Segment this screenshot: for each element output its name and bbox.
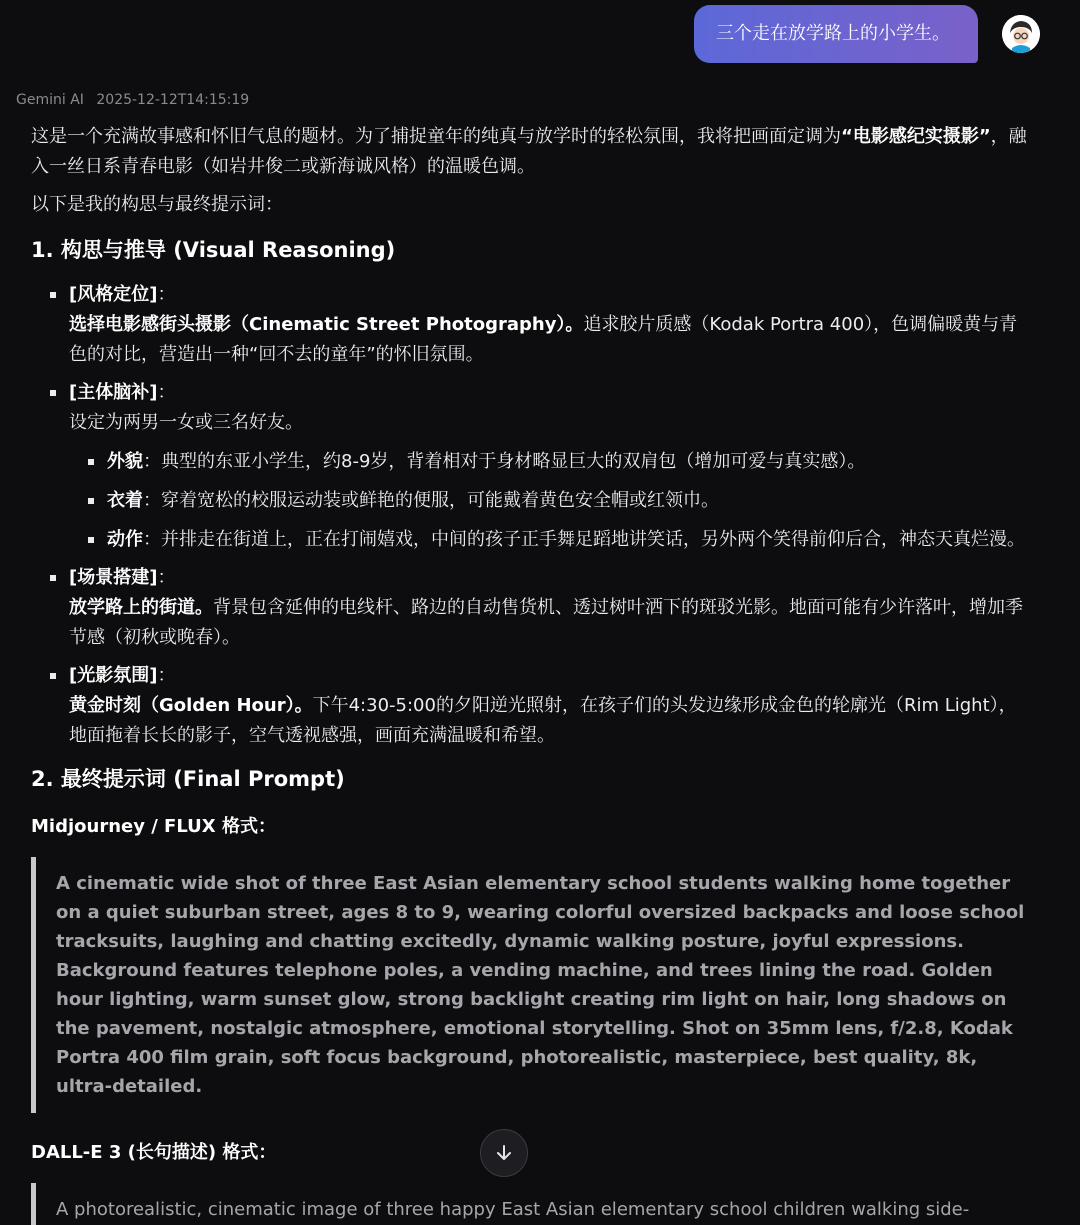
intro-lead: 以下是我的构思与最终提示词： xyxy=(31,194,283,215)
midjourney-prompt-quote: A cinematic wide shot of three East Asian elementary school students walking home together on a quiet suburban street, ages 8 to 9, wearing colorful oversized backpacks and loose school tracksuits, laughing and chatting excitedly, dynamic walking posture, joyful expressions. Background features telephone poles, a vending machine, and trees lining the road. Golden hour lighting, warm sunset glow, strong backlight creating rim light on hair, long shadows on the pavement, nostalgic atmosphere, emotional storytelling. Shot on 35mm lens, f/2.8, Kodak Portra 400 film grain, soft focus background, photorealistic, masterpiece, best quality, 8k, ultra-detailed. xyxy=(31,857,1031,1113)
sub-text: ：典型的东亚小学生，约8-9岁，背着相对于身材略显巨大的双肩包（增加可爱与真实感）。 xyxy=(143,451,866,472)
sub-label: 动作 xyxy=(107,529,143,550)
item-bold-text: 选择电影感街头摄影（Cinematic Street Photography）。 xyxy=(69,314,584,335)
item-title: [场景搭建] xyxy=(69,567,158,588)
sublist-item-appearance xyxy=(69,447,1031,477)
intro-paragraph xyxy=(31,122,1031,182)
message-timestamp: 2025-12-12T14:15:19 xyxy=(96,92,250,108)
item-title: [风格定位] xyxy=(69,284,158,305)
user-message-bubble xyxy=(694,5,978,63)
subject-sublist xyxy=(69,447,1031,555)
user-message-text: 三个走在放学路上的小学生。 xyxy=(716,23,950,44)
item-colon: ： xyxy=(157,382,176,403)
list-item-scene xyxy=(31,563,1031,653)
item-bold-text: 放学路上的街道。 xyxy=(69,597,213,618)
sublist-item-clothing xyxy=(69,486,1031,516)
item-text: 下午4:30-5:00的夕阳逆光照射，在孩子们的头发边缘形成金色的轮廓光（Rim Light），地面拖着长长的影子，空气透视感强，画面充满温暖和希望。 xyxy=(69,695,1017,746)
scroll-to-bottom-button[interactable] xyxy=(480,1129,528,1177)
section-heading-final-prompt: 2. 最终提示词 (Final Prompt) xyxy=(31,767,345,791)
arrow-down-icon xyxy=(494,1143,514,1163)
sub-text: ：并排走在街道上，正在打闹嬉戏，中间的孩子正手舞足蹈地讲笑话，另外两个笑得前仰后合，神态天真烂漫。 xyxy=(143,529,1025,550)
item-title: [光影氛围] xyxy=(69,665,158,686)
user-avatar[interactable] xyxy=(1002,15,1040,53)
midjourney-label: Midjourney / FLUX 格式： xyxy=(31,816,276,837)
item-text: 背景包含延伸的电线杆、路边的自动售货机、透过树叶洒下的斑驳光影。地面可能有少许落叶，增加季节感（初秋或晚春）。 xyxy=(69,597,1023,648)
sub-label: 外貌 xyxy=(107,451,143,472)
item-colon: ： xyxy=(157,567,176,588)
author-name: Gemini AI xyxy=(16,92,84,108)
reasoning-list xyxy=(31,280,1031,751)
list-item-style xyxy=(31,280,1031,370)
list-item-lighting xyxy=(31,661,1031,751)
item-bold-text: 黄金时刻（Golden Hour）。 xyxy=(69,695,313,716)
intro-text-bold: “电影感纪实摄影” xyxy=(841,126,991,147)
section-heading-reasoning: 1. 构思与推导 (Visual Reasoning) xyxy=(31,238,396,262)
item-colon: ： xyxy=(157,665,176,686)
list-item-subject xyxy=(31,378,1031,555)
assistant-message xyxy=(31,122,1031,1225)
message-meta xyxy=(16,92,257,108)
dalle-label: DALL-E 3 (长句描述) 格式： xyxy=(31,1142,277,1163)
sub-text: ：穿着宽松的校服运动装或鲜艳的便服，可能戴着黄色安全帽或红领巾。 xyxy=(143,490,719,511)
intro-text-a: 这是一个充满故事感和怀旧气息的题材。为了捕捉童年的纯真与放学时的轻松氛围，我将把画面定调为 xyxy=(31,126,841,147)
dalle-prompt-quote: A photorealistic, cinematic image of three happy East Asian elementary school children walking side- xyxy=(31,1183,1031,1225)
user-message-row xyxy=(694,5,1040,63)
item-text: 追求胶片质感（Kodak Portra 400），色调偏暖黄与青色的对比，营造出一种“回不去的童年”的怀旧氛围。 xyxy=(69,314,1018,365)
sub-label: 衣着 xyxy=(107,490,143,511)
intro-text-c: ，融入一丝日系青春电影（如岩井俊二或新海诚风格）的温暖色调。 xyxy=(31,126,1027,177)
item-colon: ： xyxy=(157,284,176,305)
sublist-item-action xyxy=(69,525,1031,555)
item-text: 设定为两男一女或三名好友。 xyxy=(69,412,303,433)
item-title: [主体脑补] xyxy=(69,382,158,403)
